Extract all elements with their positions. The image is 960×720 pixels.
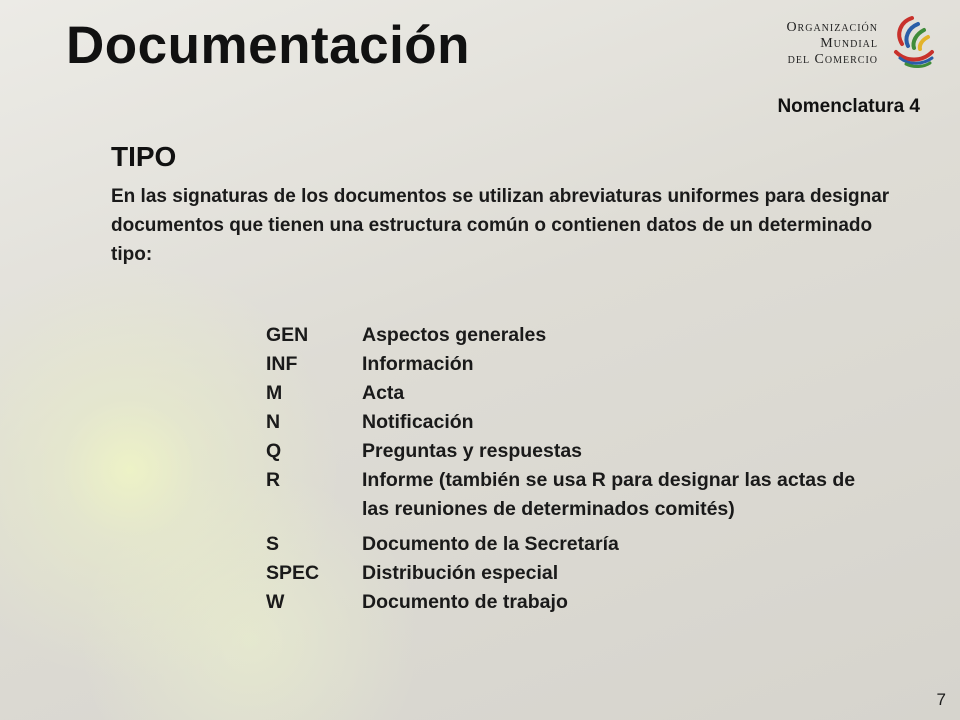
document-type-list [266,321,906,617]
type-code: S [266,533,280,555]
type-row-m [266,379,906,408]
section-heading: TIPO [111,141,177,172]
type-code: W [266,591,285,613]
type-code: R [266,469,281,491]
page-number: 7 [936,690,946,709]
type-row-spec [266,559,906,588]
type-row-n [266,408,906,437]
organization-name-line-3: del Comercio [787,52,878,67]
type-code: INF [266,353,298,375]
type-description: Notificación [362,411,474,433]
type-code: N [266,411,281,433]
type-row-gen [266,321,906,350]
logo-arc-yellow [920,37,928,49]
type-description: Información [362,353,474,375]
intro-paragraph: En las signaturas de los documentos se utilizan abreviaturas uniformes para designar documentos que tienen una estructura común o contienen datos de un determinado tipo: [111,186,890,265]
type-code: M [266,382,283,404]
organization-name [786,20,878,68]
type-row-w [266,588,906,617]
type-description: Documento de la Secretaría [362,533,619,555]
type-code: GEN [266,324,309,346]
organization-name-line-1: Organización [786,20,878,35]
type-row-s [266,530,906,559]
type-row-q [266,437,906,466]
page-title: Documentación [66,16,471,75]
type-description: Preguntas y respuestas [362,440,583,462]
type-description: Acta [362,382,405,404]
type-description: Aspectos generales [362,324,547,346]
wto-logo-icon [882,12,942,72]
type-code: Q [266,440,282,462]
type-description: Distribución especial [362,562,559,584]
type-description: Informe (también se usa R para designar las actas de las reuniones de determinados comités) [362,469,856,520]
type-row-inf [266,350,906,379]
type-description: Documento de trabajo [362,591,568,613]
type-code: SPEC [266,562,320,584]
organization-name-line-2: Mundial [820,36,878,51]
type-row-r [266,466,906,524]
page-subtitle: Nomenclatura 4 [777,96,920,117]
